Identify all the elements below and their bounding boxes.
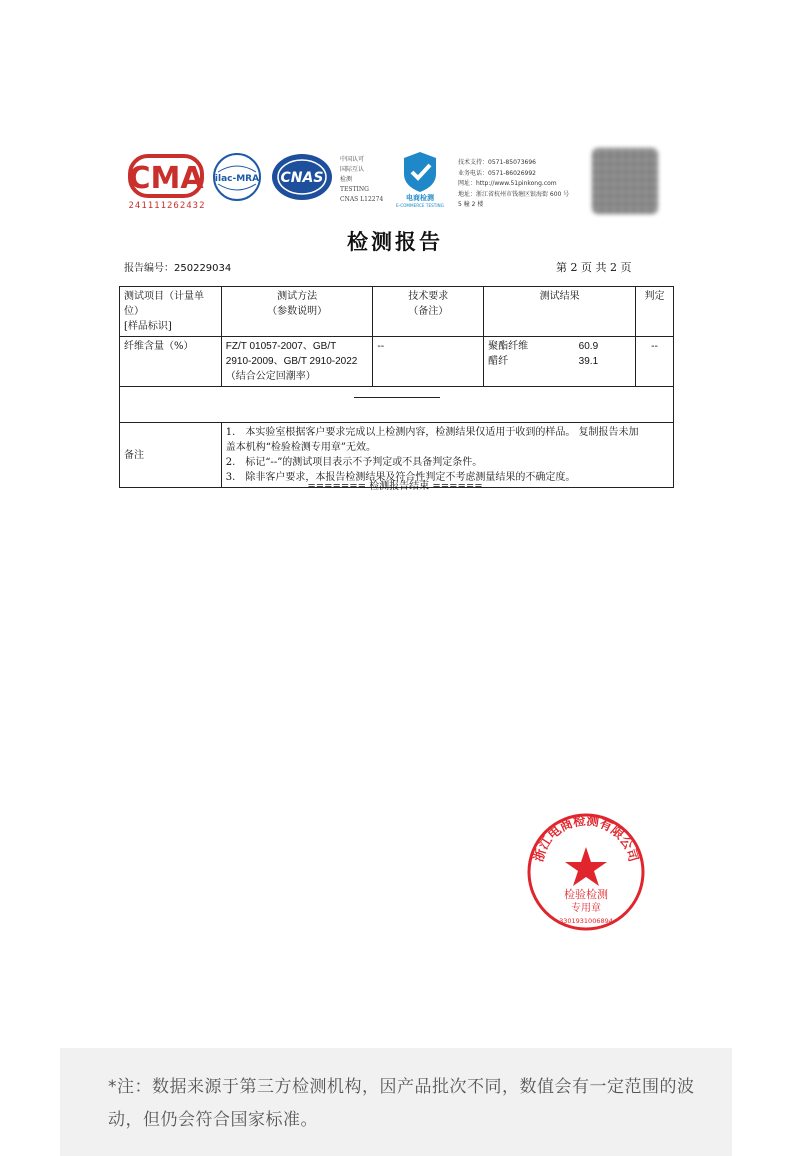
svg-text:3301931006894: 3301931006894	[559, 917, 613, 925]
official-seal-stamp	[526, 812, 646, 932]
cell-method: FZ/T 01057-2007、GB/T 2910-2009、GB/T 2910-2022 （结合公定回潮率）	[221, 337, 373, 387]
cnas-caption: 中国认可 国际互认 检测 TESTING CNAS L12274	[340, 156, 384, 203]
cell-item: 纤维含量（%）	[120, 337, 222, 387]
address: 地址：浙江省杭州市钱塘区银海街 600 号	[458, 190, 570, 198]
disclaimer-note: *注：数据来源于第三方检测机构，因产品批次不同，数值会有一定范围的波动，但仍会符合国家标准。	[108, 1077, 695, 1130]
remarks-content: 1. 本实验室根据客户要求完成以上检测内容，检测结果仅适用于收到的样品。 复制报告未加 盖本机构“检验检测专用章”无效。 2. 标记“--”的测试项目表示不予判定或不具备判定条件。 3. 除非客户要求，本报告检测结果及符合性判定不考虑测量结果的不确定度。	[221, 423, 673, 488]
cell-judgement: --	[636, 337, 674, 387]
header-requirement: 技术要求 （备注）	[373, 287, 484, 337]
qr-code-icon	[592, 148, 658, 214]
svg-text:浙江电商检测有限公司: 浙江电商检测有限公司	[530, 812, 642, 864]
cma-number: 241111262432	[128, 201, 206, 211]
contact-info	[458, 158, 588, 211]
website: 网址：http://www.51pinkong.com	[458, 180, 557, 187]
header-method: 测试方法 （参数说明）	[221, 287, 373, 337]
ecommerce-testing-logo	[390, 150, 450, 210]
tech-support: 技术支持：0571-85073696	[458, 159, 536, 166]
report-title: 检测报告	[347, 230, 443, 254]
results-table	[119, 286, 674, 488]
business-phone: 业务电话：0571-86026992	[458, 169, 536, 177]
seal-star-icon	[565, 847, 607, 886]
cell-results	[484, 337, 636, 387]
blank-row	[120, 387, 674, 423]
svg-text:电商检测: 电商检测	[406, 194, 434, 202]
report-number: 报告编号：250229034	[124, 263, 232, 274]
svg-text:ilac-MRA: ilac-MRA	[214, 174, 260, 184]
blank-divider	[354, 397, 440, 398]
table-header-row	[120, 287, 674, 337]
cell-requirement: --	[373, 337, 484, 387]
svg-text:专用章: 专用章	[571, 903, 601, 914]
svg-text:E-COMMERCE TESTING: E-COMMERCE TESTING	[396, 203, 444, 208]
header-item: 测试项目（计量单位） [样品标识]	[120, 287, 222, 337]
svg-text:CMA: CMA	[128, 161, 204, 196]
ilac-mra-logo	[212, 152, 262, 202]
svg-text:检验检测: 检验检测	[564, 888, 608, 901]
result-polyester: 聚酯纤维 60.9	[488, 341, 599, 352]
result-acetate: 醋纤 39.1	[488, 356, 599, 367]
page-info: 第 2 页 共 2 页	[556, 261, 632, 274]
header-result: 测试结果	[484, 287, 636, 337]
table-row	[120, 337, 674, 387]
address-line2: 5 幢 2 楼	[458, 201, 484, 208]
cma-logo	[128, 152, 204, 200]
remarks-label: 备注	[120, 423, 222, 488]
report-end-marker: ======= 检测报告结束 ======	[307, 481, 483, 492]
header-judgement: 判定	[636, 287, 674, 337]
svg-text:CNAS: CNAS	[280, 170, 324, 186]
cnas-logo	[270, 152, 334, 202]
blank-cell	[120, 387, 674, 423]
